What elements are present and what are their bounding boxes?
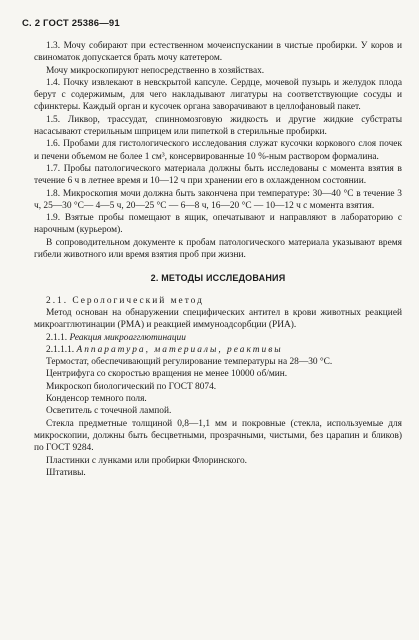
- paragraph-urine-note: Мочу микроскопируют непосредственно в хозяйствах.: [46, 65, 265, 76]
- paragraph-1-5: 1.5. Ликвор, трассудат, спинномозговую жидкость и другие жидкие субстраты насасывают стерильным шприцем или пипеткой в стерильные пробирки.: [34, 114, 402, 138]
- paragraph-1-4: 1.4. Почку извлекают в невскрытой капсуле. Сердце, мочевой пузырь и желудок плода берут с содержимым, для чего накладывают лигатуры на соответствующие сосуды и сфинктеры. Каждый орган и кусочек органа заворачивают в целлофановый пакет.: [34, 77, 402, 113]
- page-header: С. 2 ГОСТ 25386—91: [22, 18, 120, 29]
- paragraph-accompanying-doc: В сопроводительном документе к пробам патологического материала указывают время гибели животного или время взятия проб при жизни.: [34, 237, 402, 261]
- subsection-2-1-1-1-number: 2.1.1.1.: [46, 344, 77, 355]
- paragraph-1-8: 1.8. Микроскопия мочи должна быть закончена при температуре: 30—40 °С в течение 3 ч, 25—30 °С— 4—5 ч, 20—25 °С — 6—8 ч, 16—20 °С — 10—12 ч с момента взятия.: [34, 188, 402, 211]
- section-title: 2. МЕТОДЫ ИССЛЕДОВАНИЯ: [150, 273, 286, 284]
- subsection-2-1-1: [34, 332, 402, 344]
- paragraph-illuminator: Осветитель с точечной лампой.: [46, 406, 172, 417]
- subsection-2-1-1-number: 2.1.1.: [46, 332, 70, 343]
- paragraph-racks: Штативы.: [46, 467, 86, 478]
- subsection-2-1-1-1-title: Аппаратура, материалы, реактивы: [76, 344, 283, 355]
- paragraph-glass-slides: Стекла предметные толщиной 0,8—1,1 мм и покровные (стекла, используемые для микроскопии, должны быть бесцветными, прозрачными, чистыми, без царапин и бликов) по ГОСТ 9284.: [34, 418, 402, 454]
- paragraph-plates: Пластинки с лунками или пробирки Флоринского.: [46, 455, 248, 466]
- paragraph-1-7: 1.7. Пробы патологического материала должны быть исследованы с момента взятия в течение 6 ч в летнее время и 10—12 ч при хранении его в охлажденном состоянии.: [34, 163, 402, 187]
- paragraph-microscope: Микроскоп биологический по ГОСТ 8074.: [46, 381, 217, 392]
- document-body: [34, 40, 402, 479]
- paragraph-method: Метод основан на обнаружении специфических антител в крови животных реакцией микроагглютинации (РМА) и реакцией иммуноадсорбции (РИА).: [34, 307, 402, 331]
- subsection-2-1-title: 2.1. Серологический метод: [46, 295, 204, 306]
- paragraph-centrifuge: Центрифуга со скоростью вращения не менее 10000 об/мин.: [46, 369, 288, 380]
- paragraph-1-3: 1.3. Мочу собирают при естественном мочеиспускании в чистые пробирки. У коров и свиноматок допускается брать мочу катетером.: [34, 41, 402, 64]
- subsection-2-1-1-1: [34, 344, 402, 356]
- subsection-2-1: [34, 295, 402, 307]
- paragraph-thermostat: Термостат, обеспечивающий регулирование температуры на 28—30 °С.: [46, 357, 333, 368]
- paragraph-condenser: Конденсор темного поля.: [46, 394, 147, 405]
- subsection-2-1-1-title: Реакция микроагглютинации: [69, 332, 186, 343]
- paragraph-1-6: 1.6. Пробами для гистологического исследования служат кусочки коркового слоя почек и печени объемом не более 1 см³, консервированные 10 %-ным раствором формалина.: [34, 139, 402, 162]
- paragraph-1-9: 1.9. Взятые пробы помещают в ящик, опечатывают и направляют в лабораторию с нарочным (курьером).: [34, 213, 402, 236]
